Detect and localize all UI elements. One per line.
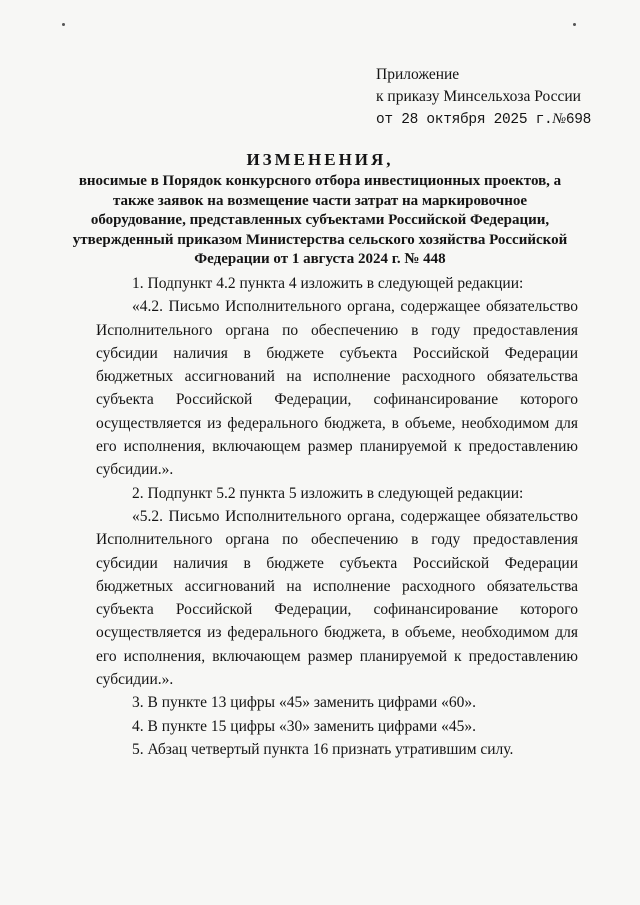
heading-subtitle: вносимые в Порядок конкурсного отбора инвестиционных проектов, а также заявок на возмещение части затрат на маркировочное оборудование, представленных субъектами Российской Федерации, утвержденный приказом Министерства сельского хозяйства Российской Федерации от 1 августа 2024 г. № 448 (72, 173, 568, 267)
appendix-date-line (376, 108, 591, 131)
document-heading (70, 150, 570, 270)
item-3: 3. В пункте 13 цифры «45» заменить цифрами «60». (132, 694, 476, 712)
item-1-text: «4.2. Письмо Исполнительного органа, содержащее обязательство Исполнительного органа по обеспечению в году предоставления субсидии наличия в бюджете субъекта Российской Федерации бюджетных ассигнований на исполнение расходного обязательства субъекта Российской Федерации, софинансирование которого осуществляется из федерального бюджета, в объеме, необходимом для его исполнения, включающем размер планируемой к предоставлению субсидии.». (96, 298, 578, 479)
item-5: 5. Абзац четвертый пункта 16 признать утратившим силу. (132, 740, 514, 758)
appendix-block (376, 64, 591, 131)
item-2-text: «5.2. Письмо Исполнительного органа, содержащее обязательство Исполнительного органа по обеспечению в году предоставления субсидии наличия в бюджете субъекта Российской Федерации бюджетных ассигнований на исполнение расходного обязательства субъекта Российской Федерации, софинансирование которого осуществляется из федерального бюджета, в объеме, необходимом для его исполнения, включающем размер планируемой к предоставлению субсидии.». (96, 507, 578, 689)
appendix-title: Приложение (376, 66, 460, 83)
item-4: 4. В пункте 15 цифры «30» заменить цифрами «45». (132, 717, 476, 735)
appendix-number-sign: № (552, 111, 566, 127)
heading-title: ИЗМЕНЕНИЯ, (246, 150, 394, 169)
item-1: 1. Подпункт 4.2 пункта 4 изложить в следующей редакции: (132, 275, 524, 292)
appendix-number: 698 (565, 112, 592, 128)
document-body (96, 272, 578, 761)
scan-dot (573, 23, 576, 26)
item-2: 2. Подпункт 5.2 пункта 5 изложить в следующей редакции: (132, 484, 524, 502)
appendix-order-ref: к приказу Минсельхоза России (376, 88, 581, 105)
scan-dot (62, 23, 65, 26)
appendix-date: от 28 октября 2025 г. (376, 112, 553, 128)
